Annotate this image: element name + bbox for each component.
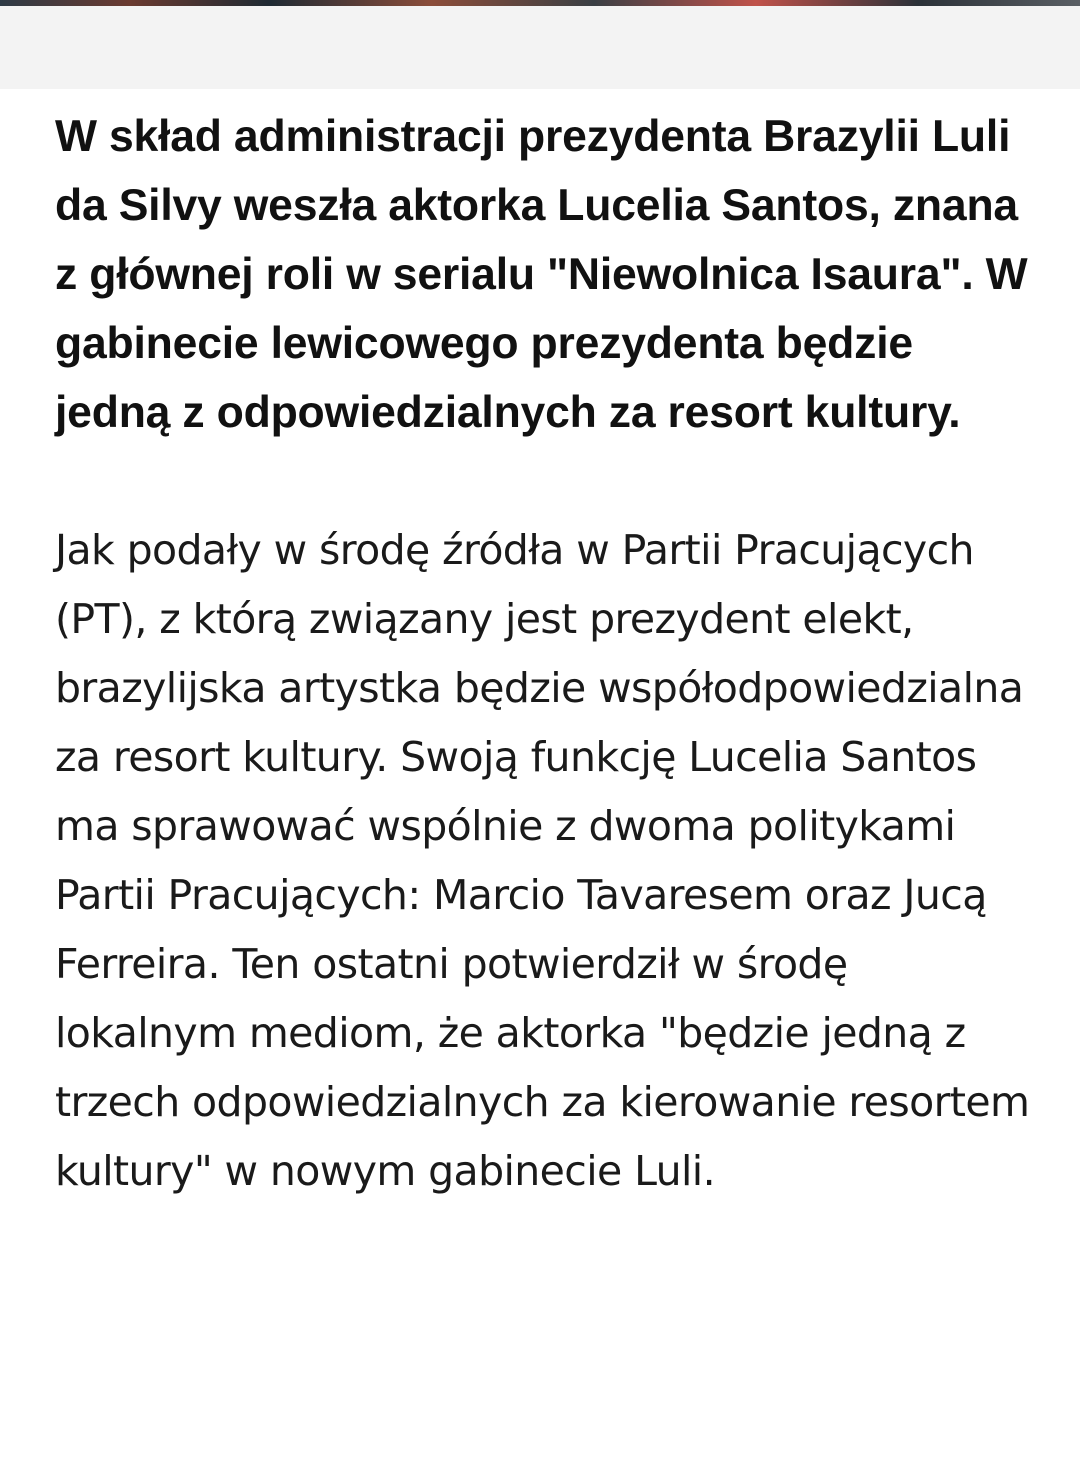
article-content xyxy=(55,102,1030,1206)
article-paragraph: Jak podały w środę źródła w Partii Pracujących (PT), z którą związany jest prezydent elekt, brazylijska artystka będzie współodpowiedzialna za resort kultury. Swoją funkcję Lucelia Santos ma sprawować wspólnie z dwoma politykami Partii Pracujących: Marcio Tavaresem oraz Jucą Ferreira. Ten ostatni potwierdził w środę lokalnym mediom, że aktorka "będzie jedną z trzech odpowiedzialnych za kierowanie resortem kultury" w nowym gabinecie Luli. xyxy=(55,526,1030,1195)
article-lead: W skład administracji prezydenta Brazylii Luli da Silvy weszła aktorka Lucelia Santos, znana z głównej roli w serialu "Niewolnica Isaura". W gabinecie lewicowego prezydenta będzie jedną z odpowiedzialnych za resort kultury. xyxy=(55,112,1028,437)
image-caption-band xyxy=(0,6,1080,89)
